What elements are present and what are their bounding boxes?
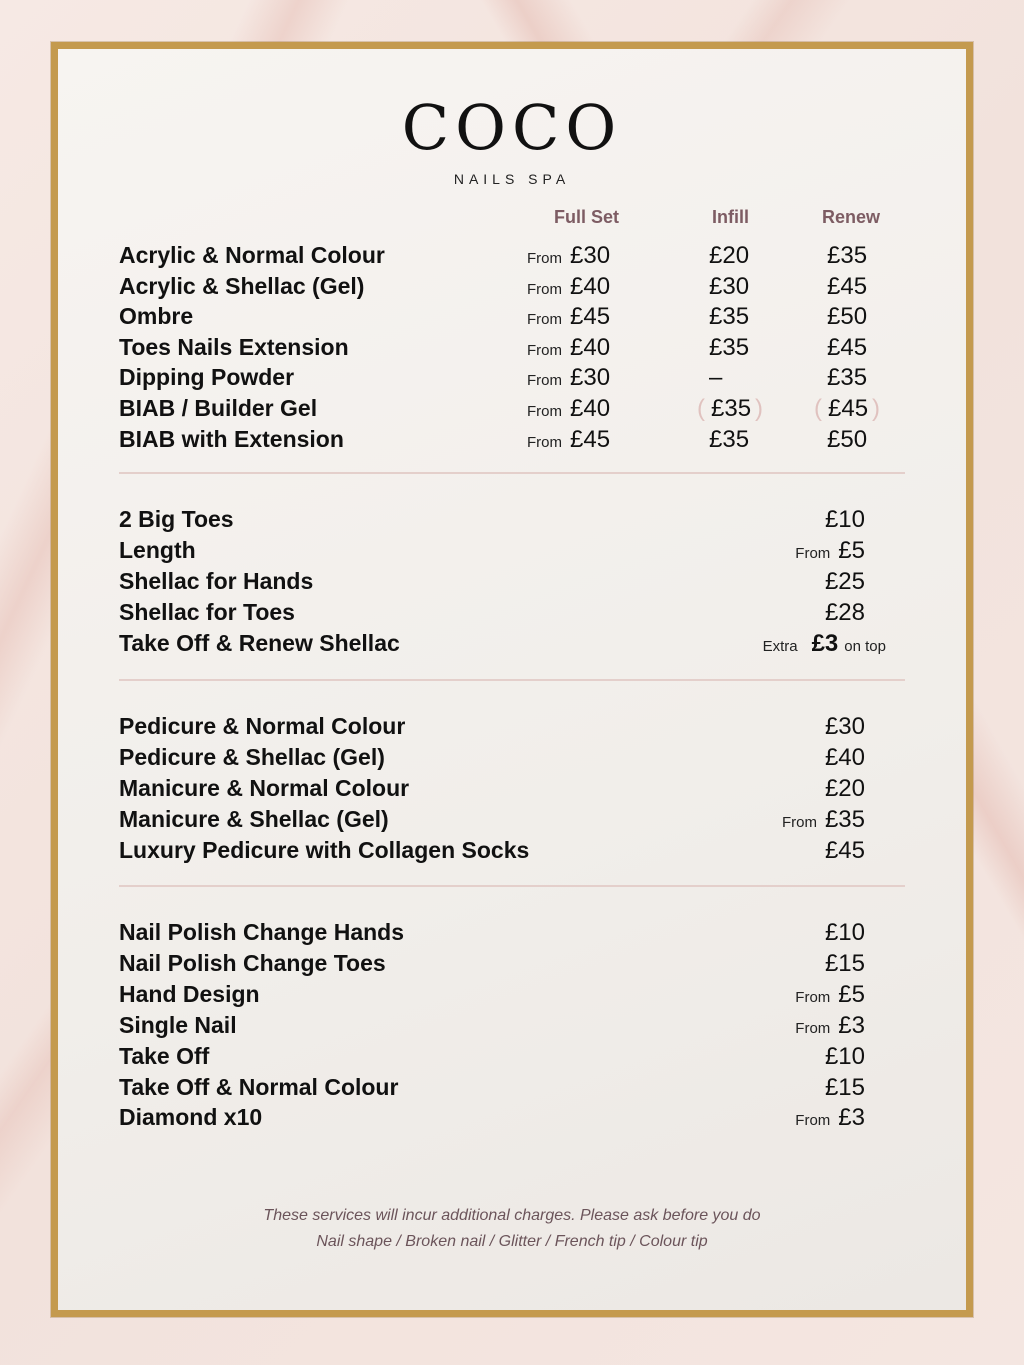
price-full-set — [527, 393, 610, 427]
from-label: From — [527, 433, 562, 451]
price-value: £35 — [709, 303, 750, 331]
price-value: £3 — [811, 629, 839, 657]
service-row — [119, 742, 966, 773]
price-infill — [709, 301, 749, 332]
price-renew — [827, 240, 867, 271]
price — [825, 742, 865, 773]
price-value: £30 — [709, 272, 750, 300]
price-infill — [697, 393, 763, 424]
service-name: Hand Design — [119, 980, 260, 1007]
price-value: £35 — [709, 333, 750, 361]
column-header-full-set: Full Set — [554, 207, 620, 227]
service-name: Toes Nails Extension — [119, 333, 349, 360]
price-value: £40 — [824, 743, 865, 771]
service-name: Take Off & Normal Colour — [119, 1073, 399, 1100]
price — [763, 628, 886, 662]
service-name: Dipping Powder — [119, 364, 295, 391]
price-value: £30 — [824, 713, 865, 740]
price — [825, 917, 865, 948]
price-renew — [827, 332, 867, 363]
price — [795, 1010, 865, 1044]
price-value: £15 — [824, 949, 865, 977]
price-value: £35 — [711, 395, 752, 422]
service-name: BIAB with Extension — [119, 425, 344, 452]
price — [795, 979, 865, 1013]
footer-note — [58, 1203, 966, 1255]
price-value: £45 — [827, 272, 868, 300]
service-row — [119, 711, 966, 742]
price-infill — [709, 332, 749, 363]
price — [825, 1041, 865, 1072]
price-full-set — [527, 240, 610, 274]
service-name: BIAB / Builder Gel — [119, 395, 318, 421]
column-header-infill: Infill — [712, 207, 749, 227]
price-full-set — [527, 332, 610, 366]
service-name: Take Off & Renew Shellac — [119, 629, 400, 656]
from-label: From — [527, 250, 562, 267]
price-value: £35 — [827, 364, 868, 392]
gold-frame — [51, 42, 973, 1317]
price-value: £28 — [824, 598, 865, 626]
service-name: Take Off — [119, 1042, 210, 1069]
price-value: £15 — [824, 1073, 865, 1101]
price-value: £20 — [709, 242, 750, 269]
price — [825, 566, 865, 597]
price-value: £50 — [827, 303, 868, 331]
service-name: Manicure & Shellac (Gel) — [119, 805, 389, 832]
service-row — [119, 535, 966, 566]
paren-right: ) — [872, 395, 881, 422]
price-value: £45 — [570, 425, 611, 453]
service-row — [119, 240, 966, 271]
price-value: – — [709, 364, 723, 392]
service-row — [119, 917, 966, 948]
price-prefix: From — [795, 1019, 831, 1037]
price-prefix: Extra — [762, 637, 798, 655]
service-row — [119, 628, 966, 659]
service-row — [119, 332, 966, 363]
price-value: £35 — [824, 805, 865, 833]
price-renew — [827, 362, 867, 393]
service-row — [119, 301, 966, 332]
from-label: From — [527, 341, 562, 359]
brand-header — [58, 91, 966, 187]
price-value: £30 — [570, 364, 611, 392]
price — [825, 1072, 865, 1103]
service-row — [119, 566, 966, 597]
service-name: Single Nail — [119, 1011, 237, 1038]
service-name: Pedicure & Normal Colour — [119, 713, 406, 739]
price — [825, 835, 865, 866]
price-value: £3 — [838, 1104, 865, 1132]
paren-right: ) — [755, 395, 764, 422]
price-prefix: From — [781, 813, 817, 831]
service-row — [119, 393, 966, 424]
price-value: £45 — [824, 836, 865, 864]
price-infill — [709, 362, 722, 393]
service-row — [119, 804, 966, 835]
price-renew — [814, 393, 880, 424]
service-name: Ombre — [119, 303, 194, 330]
service-name: 2 Big Toes — [119, 506, 234, 532]
service-name: Acrylic & Normal Colour — [119, 242, 385, 268]
service-name: Diamond x10 — [119, 1104, 263, 1131]
paren-left: ( — [814, 395, 822, 422]
price-full-set — [527, 301, 610, 335]
price-value: £30 — [570, 242, 611, 269]
service-name: Length — [119, 536, 196, 563]
footer-line-2: Nail shape / Broken nail / Glitter / French tip / Colour tip — [316, 1233, 708, 1250]
service-row — [119, 362, 966, 393]
price-prefix: From — [795, 544, 831, 562]
from-label: From — [527, 280, 562, 298]
service-name: Pedicure & Shellac (Gel) — [119, 743, 385, 770]
service-row — [119, 835, 966, 866]
section-divider — [119, 679, 905, 681]
from-label: From — [527, 403, 562, 420]
price — [825, 504, 865, 535]
price-full-set — [527, 424, 610, 458]
price-full-set — [527, 362, 610, 396]
price-infill — [709, 240, 749, 271]
price-value: £40 — [570, 272, 611, 300]
price-value: £45 — [570, 303, 611, 331]
price-value: £10 — [824, 506, 865, 533]
price — [825, 597, 865, 628]
price-value: £35 — [827, 242, 868, 269]
service-name: Acrylic & Shellac (Gel) — [119, 272, 365, 299]
price-full-set — [527, 271, 610, 305]
price-infill — [709, 271, 749, 302]
service-name: Nail Polish Change Toes — [119, 949, 386, 976]
service-row — [119, 1102, 966, 1133]
brand-logo: COCO — [401, 91, 623, 164]
price — [825, 773, 865, 804]
price — [795, 1102, 865, 1136]
price-value: £40 — [570, 333, 611, 361]
price — [795, 535, 865, 569]
service-row — [119, 1010, 966, 1041]
from-label: From — [527, 311, 562, 329]
price-value: £35 — [709, 425, 750, 453]
service-name: Nail Polish Change Hands — [119, 919, 404, 945]
price-value: £25 — [824, 567, 865, 595]
price-value: £50 — [827, 425, 868, 453]
service-name: Luxury Pedicure with Collagen Socks — [119, 836, 530, 863]
brand-tagline: NAILS SPA — [453, 171, 571, 187]
price-value: £5 — [838, 536, 865, 564]
service-name: Manicure & Normal Colour — [119, 774, 410, 801]
price — [782, 804, 865, 838]
service-row — [119, 424, 966, 455]
service-row — [119, 773, 966, 804]
price-infill — [709, 424, 749, 455]
price-value: £40 — [570, 395, 611, 422]
price-renew — [827, 424, 867, 455]
price-value: £3 — [838, 1011, 865, 1039]
service-row — [119, 271, 966, 302]
menu-card — [58, 49, 966, 1310]
service-row — [119, 1072, 966, 1103]
section-divider — [119, 885, 905, 887]
price-value: £10 — [824, 919, 865, 946]
price-value: £45 — [828, 395, 869, 422]
price-renew — [827, 271, 867, 302]
column-header-renew: Renew — [822, 207, 881, 227]
price-suffix: on top — [844, 637, 886, 655]
from-label: From — [527, 372, 562, 390]
price-value: £5 — [838, 980, 865, 1008]
service-row — [119, 504, 966, 535]
price-value: £10 — [824, 1042, 865, 1070]
service-name: Shellac for Hands — [119, 567, 314, 594]
price — [825, 711, 865, 742]
price — [825, 948, 865, 979]
footer-line-1: These services will incur additional charges. Please ask before you do — [263, 1207, 761, 1224]
price-value: £45 — [827, 333, 868, 361]
price-value: £20 — [824, 774, 865, 802]
service-row — [119, 948, 966, 979]
price-renew — [827, 301, 867, 332]
price-prefix: From — [795, 988, 831, 1006]
service-name: Shellac for Toes — [119, 598, 295, 625]
service-row — [119, 979, 966, 1010]
column-headers — [58, 207, 966, 231]
paren-left: ( — [697, 395, 705, 422]
service-row — [119, 1041, 966, 1072]
section-divider — [119, 472, 905, 474]
service-row — [119, 597, 966, 628]
price-prefix: From — [795, 1112, 831, 1130]
